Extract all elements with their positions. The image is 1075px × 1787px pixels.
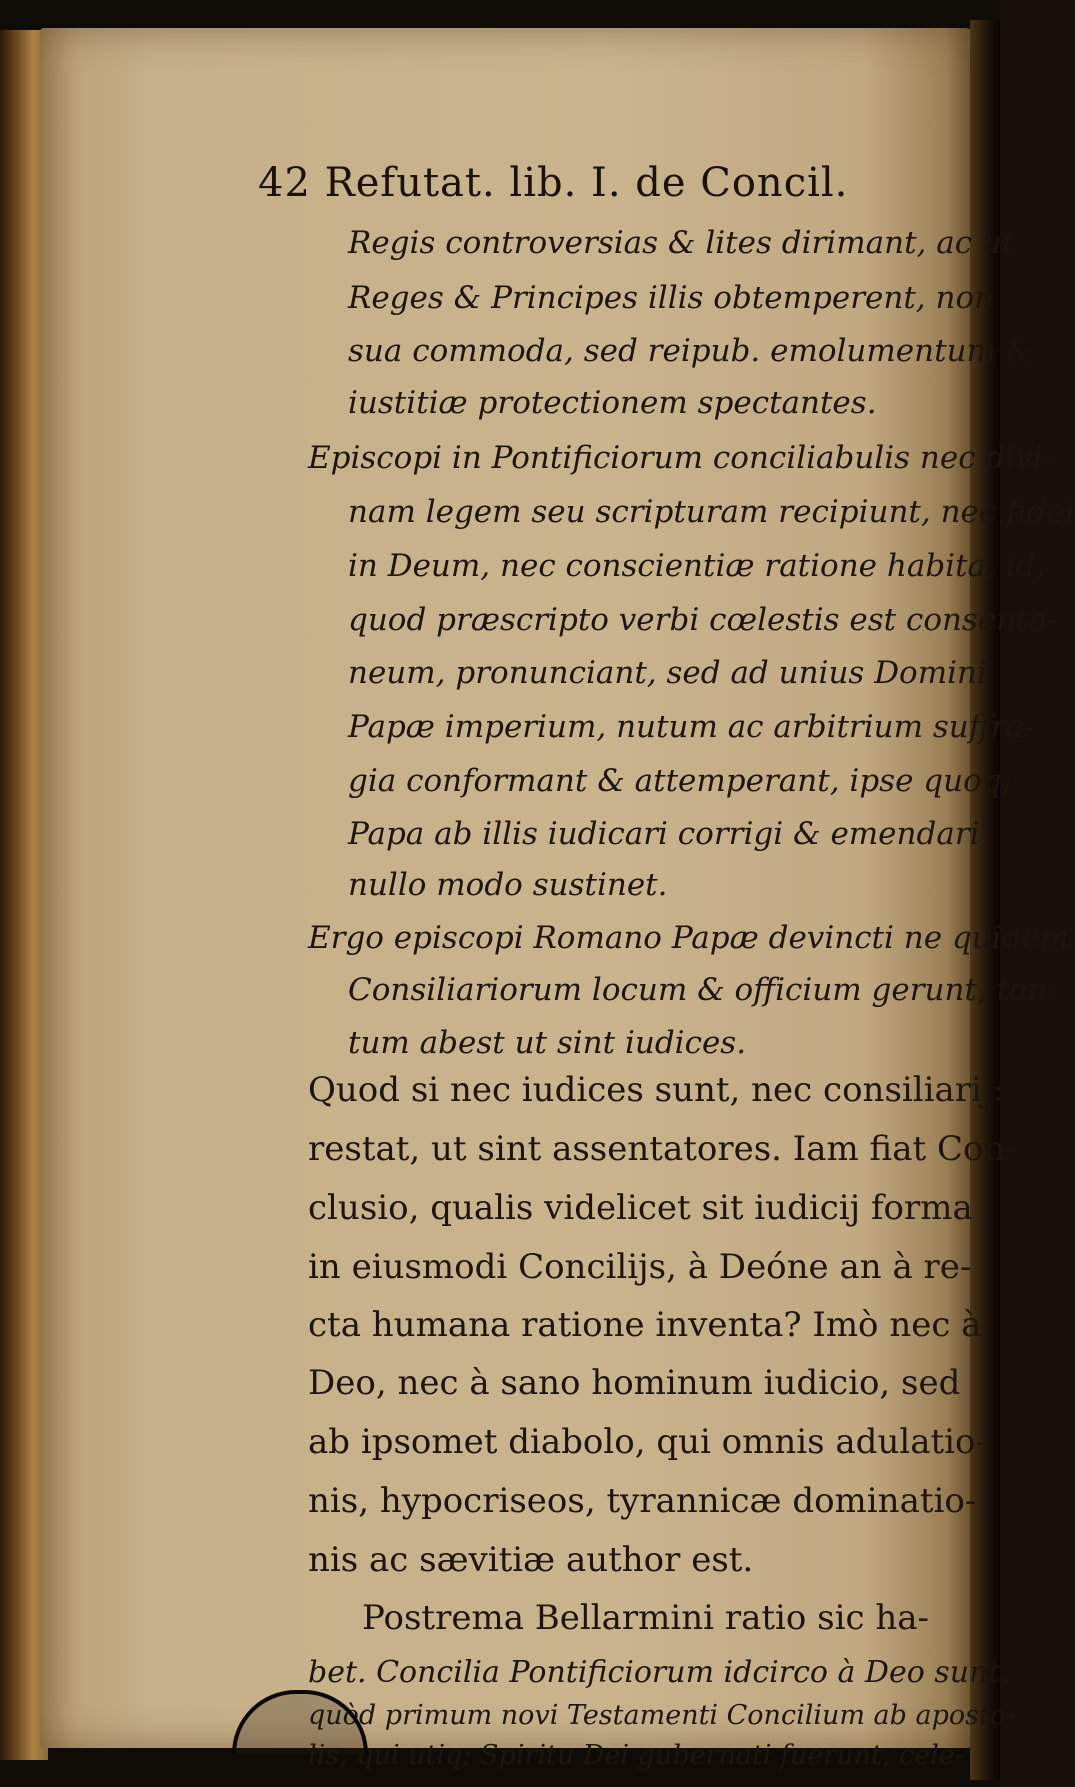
text-line: Deo, nec à sano hominum iudicio, sed	[308, 1363, 961, 1403]
text-line: Episcopi in Pontificiorum conciliabulis nec divi-	[308, 440, 1054, 476]
text-line: nullo modo sustinet.	[348, 867, 668, 903]
text-line: Papa ab illis iudicari corrigi & emendari	[348, 816, 980, 852]
text-line: Postrema Bellarmini ratio sic ha-	[362, 1598, 930, 1638]
text-line: nis, hypocriseos, tyrannicæ dominatio-	[308, 1481, 977, 1521]
text-line: in Deum, nec conscientiæ ratione habita, id,	[348, 548, 1046, 584]
text-line: quòd primum novi Testamenti Concilium ab aposto-	[308, 1700, 1016, 1731]
text-line: quod præscripto verbi cœlestis est consenta-	[348, 602, 1058, 638]
text-line: in eiusmodi Concilijs, à Deóne an à re-	[308, 1247, 972, 1287]
text-line: Reges & Principes illis obtemperent, non	[348, 280, 995, 316]
text-line: Quod si nec iudices sunt, nec consiliarij:	[308, 1070, 1004, 1110]
text-line: nam legem seu scripturam recipiunt, nec fidei	[348, 494, 1075, 530]
text-line: Papæ imperium, nutum ac arbitrium suffra-	[348, 709, 1035, 745]
text-line: sua commoda, sed reipub. emolumentum &	[348, 333, 1034, 369]
running-header: 42 Refutat. lib. I. de Concil.	[258, 160, 849, 206]
text-line: lis, qui utiq; Spiritu Dei gubernati fuerunt, cele-	[308, 1740, 964, 1771]
text-line: Consiliariorum locum & officium gerunt, tan-	[348, 972, 1059, 1008]
text-line: cta humana ratione inventa? Imò nec à	[308, 1305, 982, 1345]
text-line: clusio, qualis videlicet sit iudicij forma	[308, 1188, 973, 1228]
text-line: tum abest ut sint iudices.	[348, 1025, 747, 1061]
text-line: restat, ut sint assentatores. Iam fiat Con-	[308, 1129, 1017, 1169]
text-line: bet. Concilia Pontificiorum idcirco à Deo sunt,	[308, 1655, 1010, 1690]
text-line: nis ac sævitiæ author est.	[308, 1540, 754, 1580]
text-line: neum, pronunciant, sed ad unius Domini	[348, 655, 987, 691]
text-line: Regis controversias & lites dirimant, ac ut	[348, 225, 1015, 261]
text-line: gia conformant & attemperant, ipse quoq;	[348, 763, 1013, 799]
text-line: ab ipsomet diabolo, qui omnis adulatio-	[308, 1422, 987, 1462]
text-line: Ergo episcopi Romano Papæ devincti ne quidem	[308, 920, 1070, 956]
text-line: iustitiæ protectionem spectantes.	[348, 385, 877, 421]
